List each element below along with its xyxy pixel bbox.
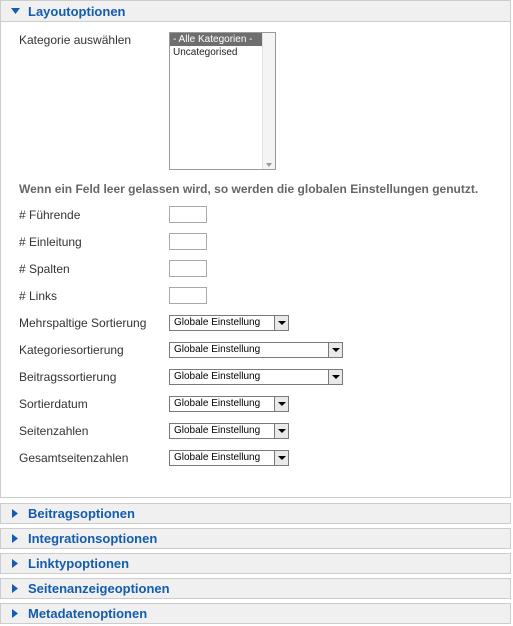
panel-header-metadatenoptionen[interactable] [0,603,511,624]
category-listbox[interactable] [169,32,276,170]
fuehrende-label: # Führende [19,208,81,222]
triangle-down-icon [10,6,20,16]
panel-header-layoutoptionen[interactable] [0,0,511,22]
chevron-down-icon[interactable] [328,370,342,384]
sortierdatum-select[interactable] [169,396,289,412]
einleitung-label: # Einleitung [19,235,82,249]
gesamtseitenzahlen-select[interactable] [169,450,289,466]
panel-title: Integrationsoptionen [28,531,158,546]
scroll-down-icon[interactable] [266,163,272,167]
select-value: Globale Einstellung [174,425,261,436]
seitenzahlen-label: Seitenzahlen [19,424,89,438]
spalten-input[interactable] [169,260,207,277]
triangle-right-icon [10,559,20,569]
fuehrende-input[interactable] [169,206,207,223]
select-value: Globale Einstellung [174,344,261,355]
panel-title: Layoutoptionen [28,3,126,19]
info-note: Wenn ein Feld leer gelassen wird, so werden die globalen Einstellungen genutzt. [19,182,479,196]
panel-title: Linktypoptionen [28,556,130,571]
list-item[interactable]: - Alle Kategorien - [170,33,269,46]
select-value: Globale Einstellung [174,398,261,409]
panel-header-linktypoptionen[interactable] [0,553,511,574]
panel-header-beitragsoptionen[interactable] [0,503,511,524]
triangle-right-icon [10,584,20,594]
panel-header-integrationsoptionen[interactable] [0,528,511,549]
panel-header-seitenanzeigeoptionen[interactable] [0,578,511,599]
links-label: # Links [19,289,58,303]
panel-title: Seitenanzeigeoptionen [28,581,170,596]
select-value: Globale Einstellung [174,452,261,463]
panel-title: Beitragsoptionen [28,506,135,521]
chevron-down-icon[interactable] [274,316,288,330]
mehrspaltige-sortierung-label: Mehrspaltige Sortierung [19,316,147,330]
seitenzahlen-select[interactable] [169,423,289,439]
scrollbar[interactable] [262,33,275,169]
beitragssortierung-label: Beitragssortierung [19,370,117,384]
mehrspaltige-sortierung-select[interactable] [169,315,289,331]
sortierdatum-label: Sortierdatum [19,397,88,411]
gesamtseitenzahlen-label: Gesamtseitenzahlen [19,451,129,465]
panel-title: Metadatenoptionen [28,606,148,621]
triangle-right-icon [10,609,20,619]
links-input[interactable] [169,287,207,304]
einleitung-input[interactable] [169,233,207,250]
spalten-label: # Spalten [19,262,70,276]
triangle-right-icon [10,509,20,519]
triangle-right-icon [10,534,20,544]
select-value: Globale Einstellung [174,317,261,328]
kategoriesortierung-select[interactable] [169,342,343,358]
chevron-down-icon[interactable] [274,397,288,411]
select-value: Globale Einstellung [174,371,261,382]
list-item[interactable]: Uncategorised [173,47,238,58]
chevron-down-icon[interactable] [274,424,288,438]
chevron-down-icon[interactable] [274,451,288,465]
chevron-down-icon[interactable] [328,343,342,357]
kategoriesortierung-label: Kategoriesortierung [19,343,124,357]
category-label: Kategorie auswählen [19,33,132,47]
beitragssortierung-select[interactable] [169,369,343,385]
